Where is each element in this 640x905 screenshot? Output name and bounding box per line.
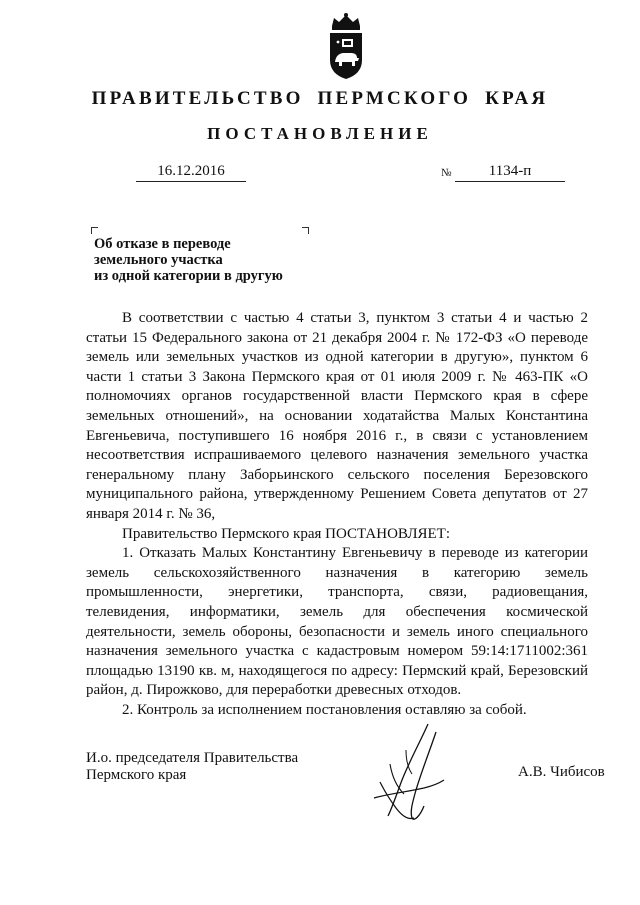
coat-of-arms-icon	[324, 12, 368, 80]
document-date: 16.12.2016	[136, 163, 246, 182]
position-line: Пермского края	[86, 767, 187, 783]
document-type: ПОСТАНОВЛЕНИЕ	[207, 124, 433, 143]
resolution-paragraph: Правительство Пермского края ПОСТАНОВЛЯЕТ:	[122, 525, 451, 542]
document-number: 1134-п	[455, 163, 565, 182]
subject-corner-right	[302, 227, 309, 234]
subject-line: Об отказе в переводе	[94, 236, 231, 252]
document-subject	[94, 236, 324, 284]
subject-line: из одной категории в другую	[94, 268, 283, 284]
subject-corner-left	[91, 227, 98, 234]
clause-1-paragraph: 1. Отказать Малых Константину Евгеньевичу в переводе из категории земель сельскохозяйственного назначения в категорию земель промышленности, энергетики, транспорта, связи, радиовещания, телевидения, информатики, земель для обеспечения космической деятельности, земель обороны, безопасности и земель иного специального назначения земельного участка с кадастровым номером 59:14:1711002:361 площадью 13190 кв. м, находящегося по адресу: Пермский край, Березовский район, д. Пирожково, для переработки древесных отходов.	[86, 545, 588, 699]
number-sign: №	[441, 167, 452, 179]
government-title: ПРАВИТЕЛЬСТВО ПЕРМСКОГО КРАЯ	[91, 88, 549, 109]
clause-2-paragraph: 2. Контроль за исполнением постановления оставляю за собой.	[122, 701, 527, 718]
signatory-position	[86, 750, 298, 784]
position-line: И.о. председателя Правительства	[86, 750, 299, 766]
handwritten-signature-icon	[366, 720, 456, 830]
preamble-paragraph: В соответствии с частью 4 статьи 3, пунктом 3 статьи 4 и частью 2 статьи 15 Федерального закона от 21 декабря 2004 г. № 172-ФЗ «О переводе земель или земельных участков из одной категории в другую», пунктом 6 части 1 статьи 3 Закона Пермского края от 01 июля 2009 г. № 463-ПК «О полномочиях органов государственной власти Пермского края в сфере земельных отношений», на основании ходатайства Малых Константина Евгеньевича, поступившего 16 ноября 2016 г., в связи с установлением несоответствия испрашиваемого целевого назначения земельного участка генеральному плану Заборьинского сельского поселения Березовского муниципального района, утвержденному Решением Совета депутатов от 27 января 2014 г. № 36,	[86, 310, 588, 522]
subject-line: земельного участка	[94, 252, 223, 268]
signatory-name: А.В. Чибисов	[518, 764, 605, 780]
document-body	[86, 309, 588, 720]
